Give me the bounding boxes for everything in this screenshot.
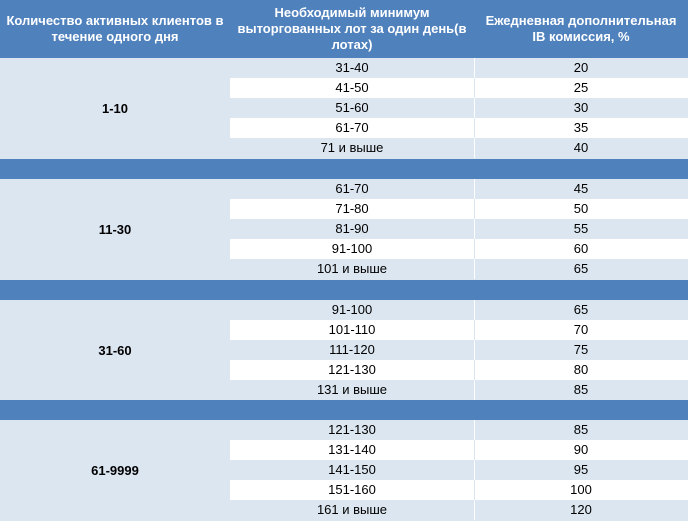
lots-cell: 101-110: [328, 322, 376, 337]
table-header: [0, 0, 688, 58]
commission-cell: 75: [573, 342, 589, 357]
commission-cell: 35: [573, 120, 589, 135]
table-row: [230, 118, 688, 138]
lots-cell: 71 и выше: [320, 140, 384, 155]
lots-cell: 101 и выше: [316, 261, 388, 276]
commission-cell: 70: [573, 322, 589, 337]
lots-cell: 61-70: [335, 120, 369, 135]
commission-cell: 20: [573, 60, 589, 75]
header-ib-commission: Ежедневная дополнительная IB комиссия, %: [485, 13, 677, 44]
commission-cell: 55: [573, 221, 589, 236]
lots-cell: 61-70: [335, 181, 369, 196]
table-row: [230, 239, 688, 259]
commission-cell: 65: [573, 261, 589, 276]
table-row: [230, 380, 688, 400]
table-row: [230, 480, 688, 500]
commission-cell: 30: [573, 100, 589, 115]
lots-cell: 51-60: [335, 100, 369, 115]
lots-cell: 31-40: [335, 60, 369, 75]
tier-group: [0, 58, 688, 159]
table-row: [230, 360, 688, 380]
table-row: [230, 420, 688, 440]
lots-cell: 91-100: [331, 241, 373, 256]
commission-cell: 40: [573, 140, 589, 155]
table-row: [230, 300, 688, 320]
group-separator: [0, 400, 688, 420]
table-row: [230, 219, 688, 239]
lots-cell: 71-80: [335, 201, 369, 216]
lots-cell: 91-100: [331, 302, 373, 317]
group-separator: [0, 159, 688, 179]
tier-range-label: 1-10: [0, 58, 230, 159]
lots-cell: 131 и выше: [316, 382, 388, 397]
commission-cell: 100: [570, 482, 592, 497]
commission-cell: 85: [573, 382, 589, 397]
lots-cell: 131-140: [328, 442, 376, 457]
commission-cell: 45: [573, 181, 589, 196]
commission-cell: 85: [573, 422, 589, 437]
table-row: [230, 500, 688, 520]
commission-cell: 65: [573, 302, 589, 317]
table-row: [230, 199, 688, 219]
tier-range-label: 11-30: [0, 179, 230, 280]
table-row: [230, 138, 688, 158]
lots-cell: 111-120: [329, 342, 375, 357]
lots-cell: 121-130: [328, 362, 376, 377]
commission-cell: 50: [573, 201, 589, 216]
table-row: [230, 340, 688, 360]
tier-group: [0, 420, 688, 521]
table-row: [230, 98, 688, 118]
header-active-clients: Количество активных клиентов в течение одного дня: [6, 13, 224, 44]
tier-range-label: 31-60: [0, 300, 230, 400]
tier-group: [0, 179, 688, 280]
lots-cell: 151-160: [328, 482, 376, 497]
commission-cell: 120: [570, 502, 592, 517]
tier-group: [0, 300, 688, 400]
table-row: [230, 320, 688, 340]
table-row: [230, 179, 688, 199]
commission-cell: 60: [573, 241, 589, 256]
table-row: [230, 440, 688, 460]
commission-cell: 95: [573, 462, 589, 477]
lots-cell: 81-90: [335, 221, 369, 236]
header-min-lots: Необходимый минимум выторгованных лот за один день(в лотах): [237, 5, 467, 52]
tier-range-label: 61-9999: [0, 420, 230, 521]
table-row: [230, 460, 688, 480]
lots-cell: 41-50: [335, 80, 369, 95]
lots-cell: 161 и выше: [316, 502, 388, 517]
table-row: [230, 58, 688, 78]
table-row: [230, 259, 688, 279]
table-row: [230, 78, 688, 98]
commission-cell: 90: [573, 442, 589, 457]
lots-cell: 141-150: [328, 462, 376, 477]
commission-cell: 80: [573, 362, 589, 377]
commission-cell: 25: [573, 80, 589, 95]
group-separator: [0, 280, 688, 300]
lots-cell: 121-130: [328, 422, 376, 437]
